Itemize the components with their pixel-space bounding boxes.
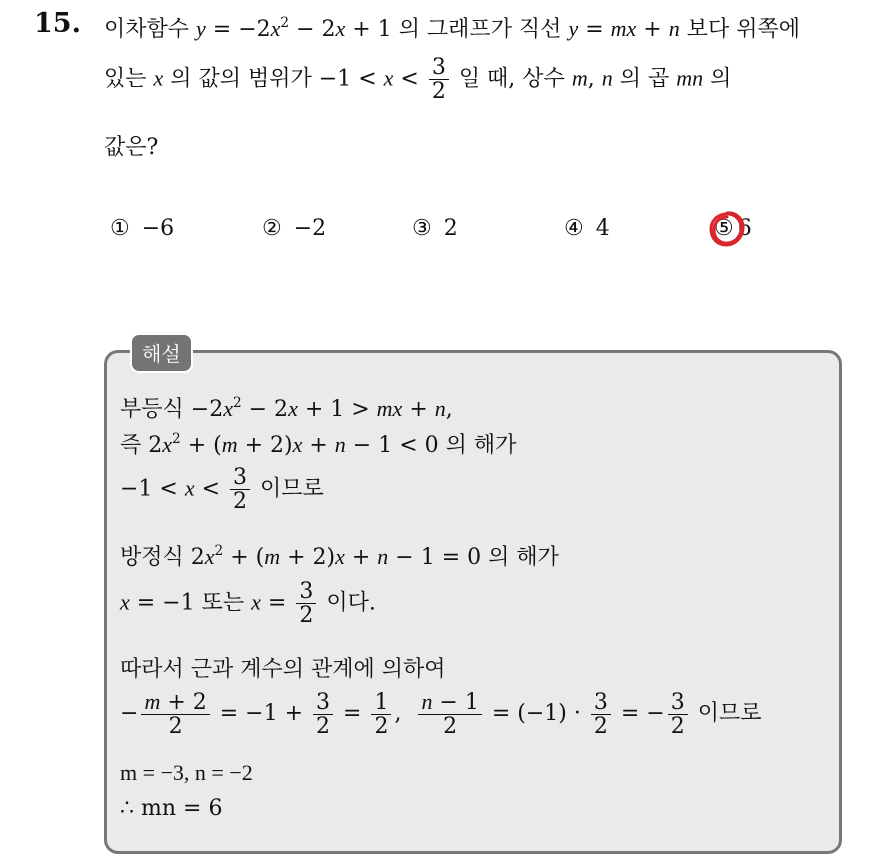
fraction-three-halves: $\frac{3}{2}$ [296, 580, 316, 627]
choice-3[interactable] [412, 216, 458, 241]
solution-line-1: 부등식 $-2x^2 - 2x + 1$ > mx + n, [120, 395, 453, 422]
question-number: 15. [34, 8, 81, 39]
choice-value: 2 [443, 216, 458, 241]
question-line-3: 값은? [104, 135, 159, 160]
question-line-1: 이차함수 $y = -2x^2 - 2x + 1$ 의 그래프가 직선 y = mx + n 보다 위쪽에 [104, 15, 800, 42]
choice-mark: ③ [412, 216, 432, 241]
question-line-2: 있는 x 의 값의 범위가 −1 < x < $\frac{3}{2}$ 일 때, 상수 m, n 의 곱 mn 의 [104, 55, 732, 105]
fraction-one-half: $\frac{1}{2}$ [371, 691, 391, 738]
choice-mark: ⑤ [714, 216, 734, 241]
solution-line-8: m = −3, n = −2 [120, 760, 253, 785]
choice-value: 4 [595, 216, 610, 241]
solution-line-7: − $\frac{m + 2}{2}$ = −1 + $\frac{3}{2}$ = $\frac{1}{2}$ , $\frac{n - 1}{2}$ = (−1) · $\frac{3}{2}$ = − $\frac{3}{2}$ 이므로 [120, 689, 762, 740]
solution-text: 의 해가 [488, 545, 559, 570]
question-text-part: 의 [710, 66, 732, 92]
choice-4[interactable] [564, 216, 610, 241]
choice-1[interactable] [110, 216, 174, 241]
choice-value: −6 [141, 216, 175, 241]
solution-tab-label: 해설 [130, 333, 193, 373]
fraction-three-halves: $\frac{3}{2}$ [668, 691, 688, 738]
solution-text: 즉 [120, 433, 142, 458]
solution-line-5: x = −1 또는 x = $\frac{3}{2}$ 이다. [120, 579, 376, 629]
solution-text: 이므로 [260, 476, 324, 502]
question-text-part: 보다 위쪽에 [686, 17, 800, 42]
fraction-m-plus-2-over-2: $\frac{m + 2}{2}$ [141, 690, 209, 738]
solution-text: 이다. [326, 590, 376, 616]
solution-line-3: −1 < x < $\frac{3}{2}$ 이므로 [120, 465, 324, 515]
solution-text: 부등식 [120, 397, 184, 422]
fraction-n-minus-1-over-2: $\frac{n - 1}{2}$ [418, 690, 481, 738]
solution-line-2: 즉 $2x^2 + (m + 2)x + n - 1 < 0$ 의 해가 [120, 431, 517, 458]
solution-text: 또는 [201, 590, 245, 616]
question-text-part: 의 값의 범위가 [170, 66, 312, 92]
solution-line-6: 따라서 근과 계수의 관계에 의하여 [120, 657, 446, 682]
question-text-part: 의 그래프가 직선 [398, 17, 562, 42]
solution-text: 방정식 [120, 545, 184, 570]
fraction-three-halves: $\frac{3}{2}$ [313, 691, 333, 738]
question-text-part: 의 곱 [619, 66, 670, 92]
question-text-part: 이차함수 [104, 17, 190, 42]
fraction-three-halves: $\frac{3}{2}$ [429, 56, 449, 103]
solution-text: 이므로 [697, 701, 762, 727]
choice-2[interactable] [262, 216, 326, 241]
question-text-part: 일 때, 상수 [458, 66, 565, 92]
solution-text: 의 해가 [445, 433, 517, 458]
solution-line-9: ∴ mn = 6 [120, 796, 223, 821]
choice-mark: ④ [564, 216, 584, 241]
answer-circle-mark [708, 210, 746, 248]
choice-mark: ② [262, 216, 282, 241]
fraction-three-halves: $\frac{3}{2}$ [591, 691, 611, 738]
solution-line-4: 방정식 $2x^2 + (m + 2)x + n - 1 = 0$ 의 해가 [120, 543, 559, 570]
choice-5[interactable] [714, 216, 752, 241]
choice-value: −2 [293, 216, 327, 241]
choice-mark: ① [110, 216, 130, 241]
choice-value: 6 [737, 216, 752, 241]
question-text-part: 있는 [104, 66, 147, 92]
answer-choices [110, 216, 790, 250]
fraction-three-halves: $\frac{3}{2}$ [230, 466, 250, 513]
